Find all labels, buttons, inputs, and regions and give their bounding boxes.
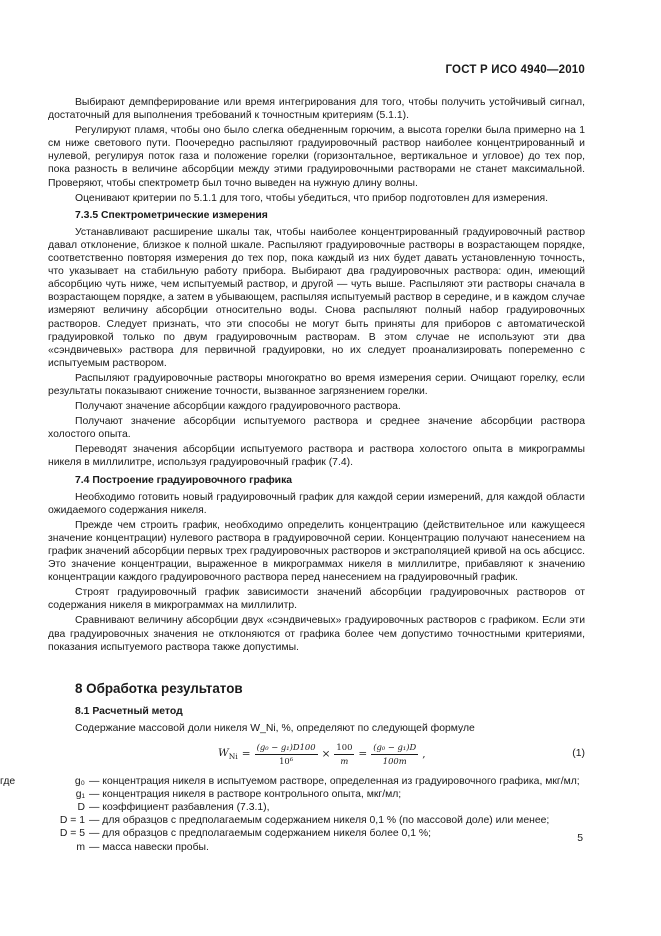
- page-content: [0, 96, 585, 854]
- definitions-list: [0, 775, 585, 854]
- definition-item: m — масса навески пробы.: [76, 841, 209, 853]
- paragraph: Переводят значения абсорбции испытуемого раствора и раствора холостого опыта в микрограммы никеля в миллилитре, используя градуировочный график (7.4).: [48, 444, 585, 469]
- paragraph: Выбирают демпферирование или время интегрирования для того, чтобы получить устойчивый сигнал, достаточный для выполнения требований к точностным критериям (5.1.1).: [48, 97, 585, 122]
- subsection-heading-7-3-5: 7.3.5 Спектрометрические измерения: [75, 209, 268, 221]
- paragraph: Регулируют пламя, чтобы оно было слегка обедненным горючим, а высота горелки была примерно на 1 см ниже светового пути. Поочередно распыляют градуировочный раствор наиболее концентрированный и нулевой, регулируя поток газа и положение горелки (горизонтальное, вертикальное и угловое) до тех пор, пока разность в величине абсорбции между этими градуировочными растворами не станет максимальной. Проверяют, чтобы спектрометр был точно выведен на нужную длину волны.: [48, 125, 585, 189]
- formula-times: ×: [321, 748, 331, 761]
- page-number: 5: [577, 833, 583, 844]
- definition-item: g₁ — концентрация никеля в растворе контрольного опыта, мкг/мл;: [75, 789, 402, 801]
- definition-item: D = 5 — для образцов с предполагаемым содержанием никеля более 0,1 %;: [59, 828, 431, 840]
- formula-fraction-3: $\frac{\text{(g₀ − g₁)D}}{100m}$: [373, 742, 417, 767]
- subsection-heading-7-4: 7.4 Построение градуировочного графика: [75, 474, 293, 486]
- section-heading-8: 8 Обработка результатов: [75, 680, 243, 696]
- paragraph: Распыляют градуировочные растворы многократно во время измерения серии. Очищают горелку, если результаты показывают снижение точности, вызванное загрязнением горелки.: [48, 372, 585, 397]
- definition-item: где g₀ — концентрация никеля в испытуемом растворе, определенная из градуировочного графика, мкг/мл;: [0, 776, 580, 788]
- paragraph: Сравнивают величину абсорбции двух «сэндвичевых» градуировочных растворов с графиком. Если эти два градуировочных значения не отклоняются от графика более чем допустимо точностными критериями, показания испытуемого раствора также допустимы.: [48, 615, 585, 653]
- paragraph: Устанавливают расширение шкалы так, чтобы наиболее концентрированный градуировочный раствор давал отклонение, близкое к полной шкале. Распыляют градуировочные растворы в возрастающем порядке, соответственно повторяя измерения до тех пор, пока каждый из них будет давать установленную точность, что указывает на стабильную работу прибора. Выбирают два градуировочных раствора: один, имеющий абсорбцию чуть ниже, чем испытуемый раствор, и другой — чуть выше. Распыляют эти растворы сначала в возрастающем порядке, а затем в убывающем, распыляя испытуемый раствор в середине, и в каждом случае измеряют величину абсорбции относительно воды. Снова распыляют полный набор градуировочных растворов. Следует признать, что эти способы не могут быть приняты для приборов с автоматической градуировкой только по двум градуировочным растворам. В этом случае не используют эти два «сэндвичевых» раствора для первичной градуировки, но их следует проанализировать попеременно с испытуемым раствором.: [48, 226, 585, 369]
- formula-number: (1): [572, 748, 585, 760]
- formula-intro: Содержание массовой доли никеля W_Ni, %, определяют по следующей формуле: [75, 722, 475, 734]
- definition-item: D — коэффициент разбавления (7.3.1),: [77, 802, 270, 814]
- formula-equals: =: [241, 748, 251, 761]
- paragraph: Прежде чем строить график, необходимо определить концентрацию (действительное или кажущееся значение концентрации) нулевого раствора в градуировочной серии. Концентрацию получают нанесением на график значений абсорбции первых трех градуировочных растворов и экстраполяцией кривой на ось абсцисс. Это значение концентрации, выраженное в микрограммах никеля в миллилитре, прибавляют к значению концентрации каждого градуировочного раствора перед нанесением на градуировочный график.: [48, 519, 585, 584]
- definition-item: D = 1 — для образцов с предполагаемым содержанием никеля 0,1 % (по массовой доле) или менее;: [59, 815, 550, 827]
- formula-fraction-1: $\frac{\text{(g₀ − g₁)D100}}{\text{10⁶}}$: [256, 742, 316, 767]
- paragraph: Строят градуировочный график зависимости значений абсорбции градуировочных растворов от содержания никеля в микрограммах на миллилитр.: [48, 587, 585, 612]
- formula-fraction-2: $\frac{100}{m}$: [336, 742, 353, 767]
- formula-block: [48, 739, 585, 769]
- formula-tail: ,: [422, 748, 426, 761]
- paragraph: Получают значение абсорбции испытуемого раствора и среднее значение абсорбции раствора холостого опыта.: [48, 416, 585, 441]
- document-header: ГОСТ Р ИСО 4940—2010: [445, 64, 585, 76]
- paragraph: Оценивают критерии по 5.1.1 для того, чтобы убедиться, что прибор подготовлен для измерения.: [75, 192, 548, 204]
- formula-equals: =: [358, 748, 368, 761]
- subsection-heading-8-1: 8.1 Расчетный метод: [75, 705, 183, 717]
- paragraph: Необходимо готовить новый градуировочный график для каждой серии измерений, для каждой области ожидаемого содержания никеля.: [48, 491, 585, 516]
- formula-lhs: $W_{Ni}$: [218, 746, 238, 761]
- formula-expression: [218, 741, 426, 768]
- paragraph: Получают значение абсорбции каждого градуировочного раствора.: [75, 401, 401, 413]
